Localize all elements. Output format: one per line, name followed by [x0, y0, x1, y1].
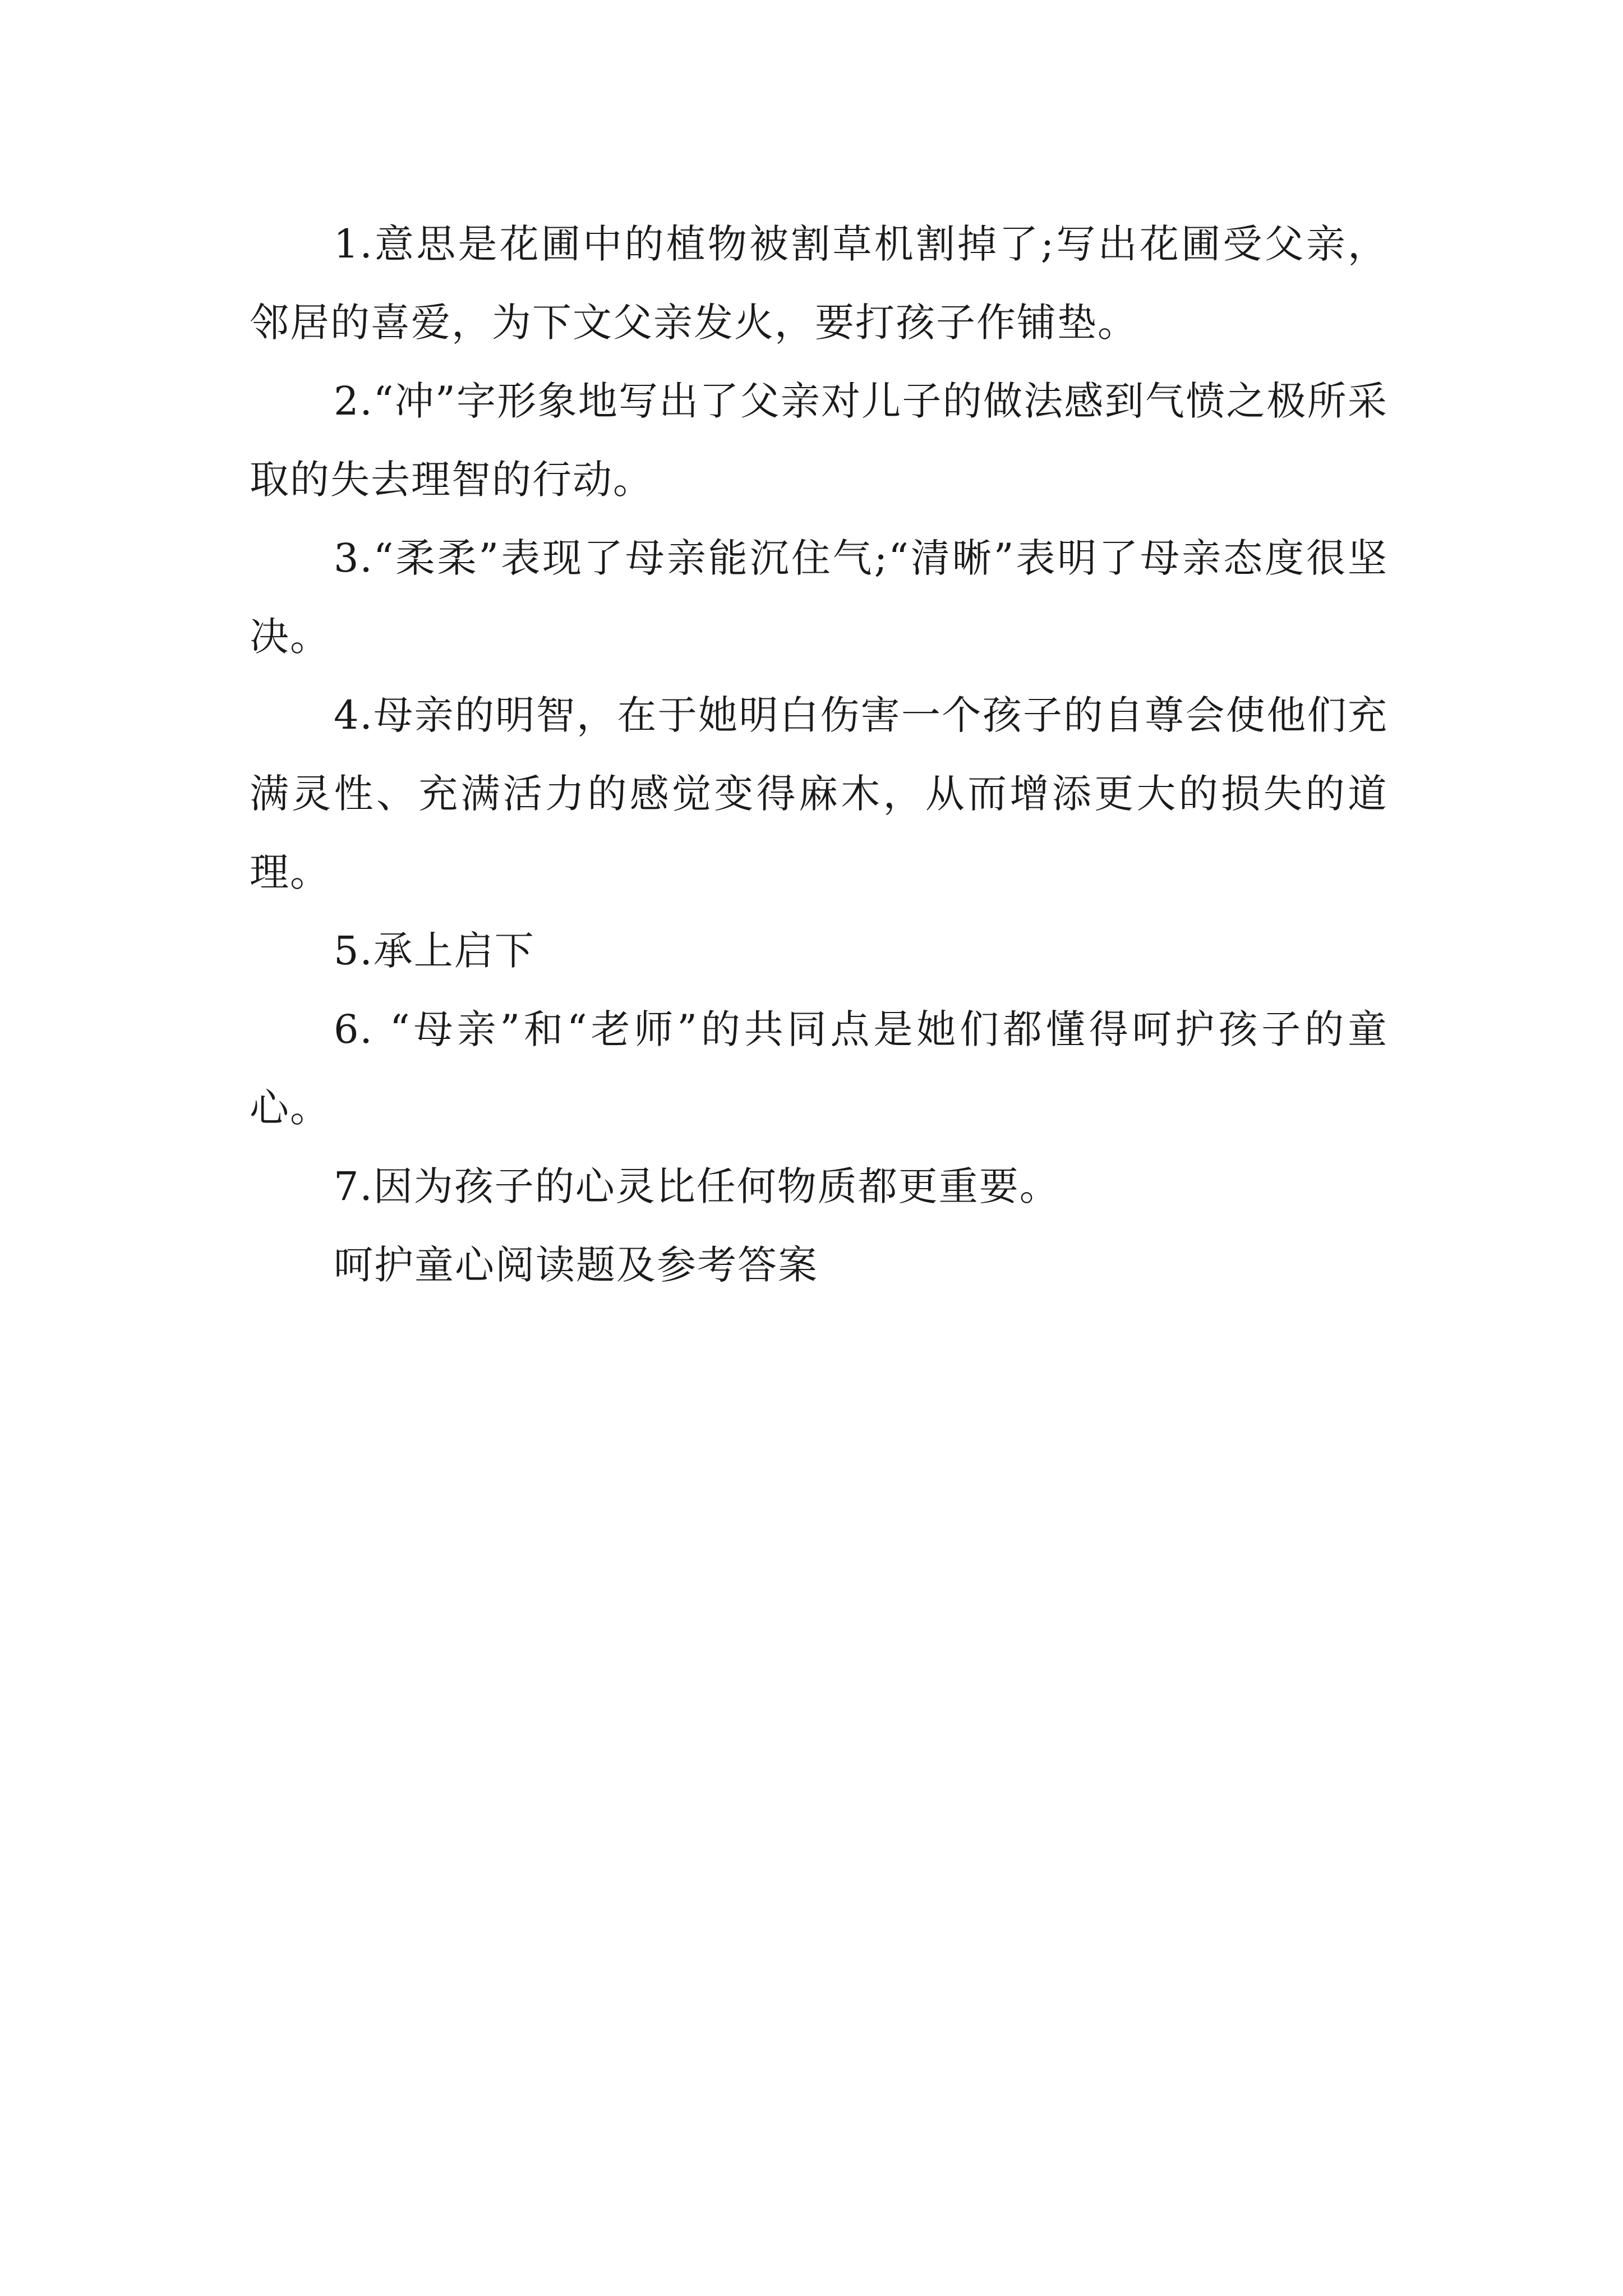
- document-footer-title: 呵护童心阅读题及参考答案: [334, 1242, 818, 1288]
- answer-2: 2.“冲”字形象地写出了父亲对儿子的做法感到气愤之极所采取的失去理智的行动。: [250, 378, 1388, 503]
- answer-3: 3.“柔柔”表现了母亲能沉住气;“清晰”表明了母亲态度很坚决。: [250, 535, 1388, 660]
- answer-1: 1.意思是花圃中的植物被割草机割掉了;写出花圃受父亲，邻居的喜爱，为下文父亲发火，要打孩子作铺垫。: [250, 221, 1388, 346]
- document-body: [250, 205, 1388, 1304]
- answer-6: 6. “母亲”和“老师”的共同点是她们都懂得呵护孩子的童心。: [250, 1006, 1388, 1131]
- answer-5: 5.承上启下: [334, 928, 535, 974]
- answer-7: 7.因为孩子的心灵比任何物质都更重要。: [334, 1163, 1060, 1209]
- answer-4: 4.母亲的明智，在于她明白伤害一个孩子的自尊会使他们充满灵性、充满活力的感觉变得麻木，从而增添更大的损失的道理。: [250, 692, 1388, 895]
